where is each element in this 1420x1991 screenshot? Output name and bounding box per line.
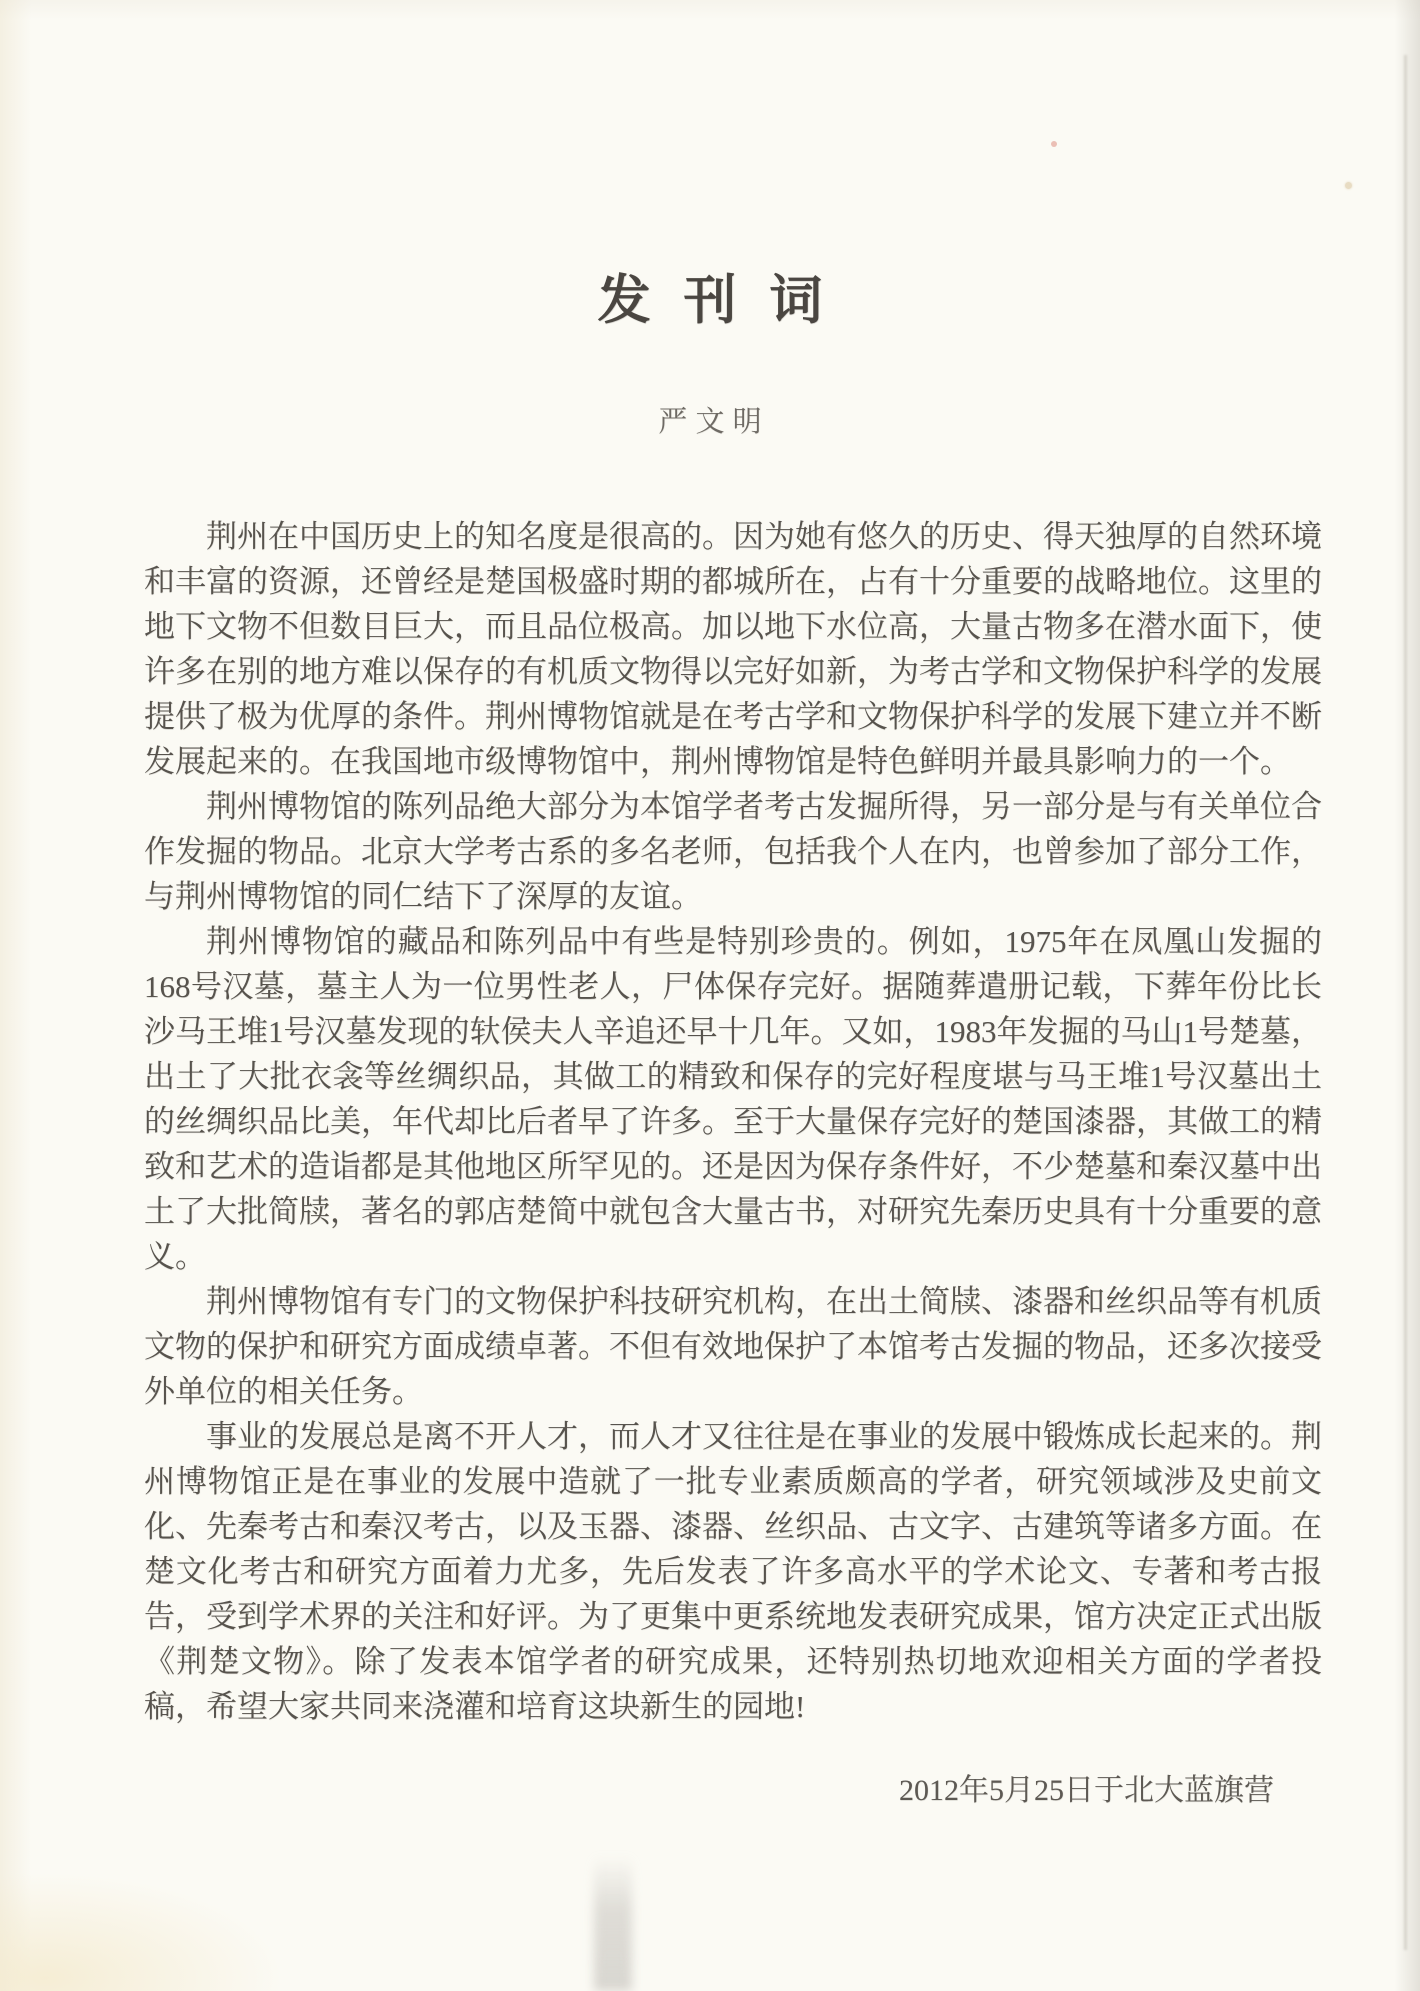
article-body	[144, 514, 1322, 1729]
author-name: 严文明	[658, 406, 770, 439]
scan-speck-red	[1051, 141, 1057, 147]
paragraph-3: 荆州博物馆的藏品和陈列品中有些是特别珍贵的。例如，1975年在凤凰山发掘的168号汉墓，墓主人为一位男性老人，尸体保存完好。据随葬遣册记载，下葬年份比长沙马王堆1号汉墓发现的轪侯夫人辛追还早十几年。又如，1983年发掘的马山1号楚墓，出土了大批衣衾等丝绸织品，其做工的精致和保存的完好程度堪与马王堆1号汉墓出土的丝绸织品比美，年代却比后者早了许多。至于大量保存完好的楚国漆器，其做工的精致和艺术的造诣都是其他地区所罕见的。还是因为保存条件好，不少楚墓和秦汉墓中出土了大批简牍，著名的郭店楚简中就包含大量古书，对研究先秦历史具有十分重要的意义。	[144, 923, 1322, 1274]
scan-artifact-right-edge	[1404, 55, 1407, 1950]
paragraph-2: 荆州博物馆的陈列品绝大部分为本馆学者考古发掘所得，另一部分是与有关单位合作发掘的物品。北京大学考古系的多名老师，包括我个人在内，也曾参加了部分工作，与荆州博物馆的同仁结下了深厚的友谊。	[144, 788, 1322, 914]
scan-artifact-bottom-streak	[594, 1856, 632, 1991]
paragraph-1: 荆州在中国历史上的知名度是很高的。因为她有悠久的历史、得天独厚的自然环境和丰富的资源，还曾经是楚国极盛时期的都城所在，占有十分重要的战略地位。这里的地下文物不但数目巨大，而且品位极高。加以地下水位高，大量古物多在潜水面下，使许多在别的地方难以保存的有机质文物得以完好如新，为考古学和文物保护科学的发展提供了极为优厚的条件。荆州博物馆就是在考古学和文物保护科学的发展下建立并不断发展起来的。在我国地市级博物馆中，荆州博物馆是特色鲜明并最具影响力的一个。	[144, 518, 1322, 779]
page-title: 发刊词	[597, 272, 856, 330]
paragraph-4: 荆州博物馆有专门的文物保护科技研究机构，在出土简牍、漆器和丝织品等有机质文物的保护和研究方面成绩卓著。不但有效地保护了本馆考古发掘的物品，还多次接受外单位的相关任务。	[144, 1283, 1322, 1409]
scan-speck-beige	[1345, 182, 1352, 189]
dateline: 2012年5月25日于北大蓝旗营	[899, 1773, 1274, 1807]
paragraph-5: 事业的发展总是离不开人才，而人才又往往是在事业的发展中锻炼成长起来的。荆州博物馆正是在事业的发展中造就了一批专业素质颇高的学者，研究领域涉及史前文化、先秦考古和秦汉考古，以及玉器、漆器、丝织品、古文字、古建筑等诸多方面。在楚文化考古和研究方面着力尤多，先后发表了许多高水平的学术论文、专著和考古报告，受到学术界的关注和好评。为了更集中更系统地发表研究成果，馆方决定正式出版《荆楚文物》。除了发表本馆学者的研究成果，还特别热切地欢迎相关方面的学者投稿，希望大家共同来浇灌和培育这块新生的园地!	[144, 1418, 1322, 1724]
